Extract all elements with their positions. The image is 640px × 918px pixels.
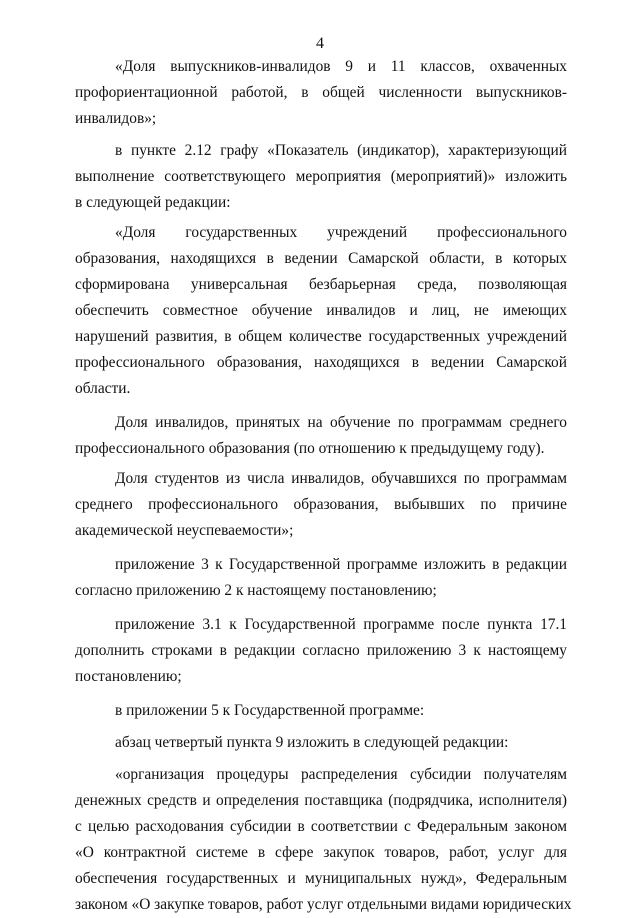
text-line: области. (75, 380, 131, 397)
page-number: 4 (316, 35, 324, 52)
paragraph (75, 698, 567, 724)
text-line: нарушений развития, в общем количестве государственных учреждений (75, 328, 567, 345)
text-line: Доля студентов из числа инвалидов, обучавшихся по программам (115, 470, 567, 487)
text-line: согласно приложению 2 к настоящему постановлению; (75, 582, 437, 599)
text-line: денежных средств и определения поставщика (подрядчика, исполнителя) (75, 792, 567, 809)
text-line: инвалидов»; (75, 110, 157, 127)
paragraph (75, 54, 567, 132)
paragraph (75, 138, 567, 216)
paragraph (75, 466, 567, 544)
text-line: профессионального образования (по отношению к предыдущему году). (75, 440, 545, 457)
text-line: «Доля выпускников-инвалидов 9 и 11 классов, охваченных (115, 58, 567, 75)
paragraph (75, 220, 567, 402)
text-line: академической неуспеваемости»; (75, 522, 294, 539)
text-line: постановлению; (75, 668, 182, 685)
text-line: законом «О закупке товаров, работ услуг отдельными видами юридических (75, 896, 572, 913)
text-line: с целью расходования субсидии в соответствии с Федеральным законом (75, 818, 567, 835)
text-line: Доля инвалидов, принятых на обучение по программам среднего (115, 414, 567, 431)
text-line: в приложении 5 к Государственной программе: (115, 702, 425, 719)
text-line: дополнить строками в редакции согласно приложению 3 к настоящему (75, 642, 567, 659)
document-body (75, 54, 572, 918)
text-line: выполнение соответствующего мероприятия (мероприятий)» изложить (75, 168, 567, 185)
text-line: среднего профессионального образования, выбывших по причине (75, 496, 567, 513)
text-line: профориентационной работой, в общей численности выпускников- (75, 84, 567, 101)
paragraph (75, 730, 567, 756)
text-line: в следующей редакции: (75, 194, 231, 211)
text-line: абзац четвертый пункта 9 изложить в следующей редакции: (115, 734, 509, 751)
text-line: обеспечения государственных и муниципальных нужд», Федеральным (75, 870, 567, 887)
text-line: сформирована универсальная безбарьерная среда, позволяющая (75, 276, 567, 293)
paragraph (75, 612, 567, 690)
text-line: «организация процедуры распределения субсидии получателям (115, 766, 567, 783)
paragraph (75, 762, 572, 918)
text-line: «О контрактной системе в сфере закупок товаров, работ, услуг для (75, 844, 567, 861)
paragraph (75, 410, 567, 462)
text-line: в пункте 2.12 графу «Показатель (индикатор), характеризующий (115, 142, 567, 159)
paragraph (75, 552, 567, 604)
text-line: «Доля государственных учреждений профессионального (115, 224, 567, 241)
text-line: образования, находящихся в ведении Самарской области, в которых (75, 250, 567, 267)
text-line: приложение 3.1 к Государственной программе после пункта 17.1 (115, 616, 567, 633)
text-line: приложение 3 к Государственной программе изложить в редакции (115, 556, 567, 573)
text-line: профессионального образования, находящихся в ведении Самарской (75, 354, 567, 371)
text-line: обеспечить совместное обучение инвалидов и лиц, не имеющих (75, 302, 567, 319)
